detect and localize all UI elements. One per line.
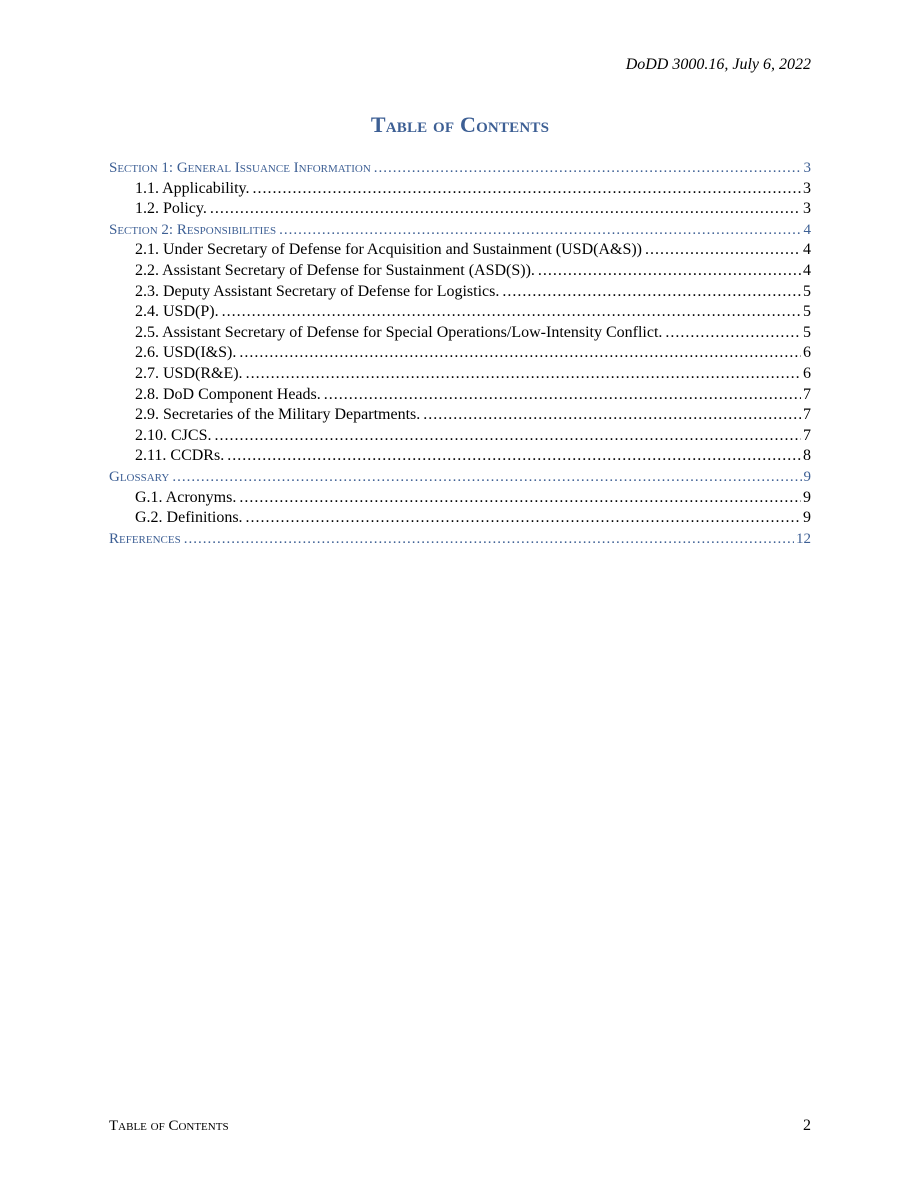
toc-entry-references[interactable]: [109, 529, 811, 550]
dot-leader: [222, 302, 801, 322]
toc-entry-page: 12: [796, 530, 811, 547]
dot-leader: [214, 426, 801, 446]
toc-entry-2-1[interactable]: [109, 240, 811, 261]
toc-entry-text: 1.1. Applicability.: [135, 179, 250, 197]
dot-leader: [210, 199, 801, 219]
toc-entry-text: G.2. Definitions.: [135, 509, 243, 527]
toc-entry-text: 2.3. Deputy Assistant Secretary of Defense for Logistics.: [135, 282, 500, 300]
dot-leader: [279, 220, 801, 240]
toc-entry-text: 2.6. USD(I&S).: [135, 344, 237, 362]
dot-leader: [239, 488, 801, 508]
toc-entry-2-4[interactable]: [109, 302, 811, 323]
dot-leader: [502, 282, 801, 302]
toc-entry-page: 9: [803, 488, 811, 506]
toc-entry-1-1[interactable]: [109, 179, 811, 200]
toc-entry-2-8[interactable]: [109, 385, 811, 406]
toc-entry-2-2[interactable]: [109, 261, 811, 282]
toc-entry-page: 3: [803, 179, 811, 197]
toc-entry-text: References: [109, 530, 181, 547]
footer-section-label: Table of Contents: [109, 1118, 229, 1134]
toc-entry-page: 6: [803, 344, 811, 362]
table-of-contents: [109, 158, 811, 549]
toc-title: Table of Contents: [370, 112, 550, 137]
toc-entry-g-1[interactable]: [109, 488, 811, 509]
toc-entry-text: 2.11. CCDRs.: [135, 447, 225, 465]
toc-entry-g-2[interactable]: [109, 508, 811, 529]
toc-entry-page: 5: [803, 282, 811, 300]
toc-entry-2-3[interactable]: [109, 282, 811, 303]
toc-entry-2-10[interactable]: [109, 426, 811, 447]
dot-leader: [253, 179, 801, 199]
toc-entry-section-2[interactable]: [109, 220, 811, 241]
dot-leader: [665, 323, 801, 343]
toc-entry-text: 1.2. Policy.: [135, 200, 207, 218]
toc-entry-2-9[interactable]: [109, 405, 811, 426]
toc-entry-2-6[interactable]: [109, 343, 811, 364]
dot-leader: [246, 508, 801, 528]
toc-entry-glossary[interactable]: [109, 467, 811, 488]
toc-entry-page: 4: [803, 241, 811, 259]
toc-entry-text: 2.8. DoD Component Heads.: [135, 385, 321, 403]
toc-entry-text: 2.1. Under Secretary of Defense for Acquisition and Sustainment (USD(A&S)): [135, 241, 642, 259]
dot-leader: [246, 364, 801, 384]
toc-entry-page: 3: [803, 160, 811, 176]
toc-entry-text: 2.7. USD(R&E).: [135, 364, 243, 382]
toc-entry-text: 2.10. CJCS.: [135, 426, 212, 444]
toc-entry-text: Glossary: [109, 468, 170, 485]
toc-entry-2-11[interactable]: [109, 446, 811, 467]
toc-entry-page: 7: [803, 406, 811, 424]
toc-entry-1-2[interactable]: [109, 199, 811, 220]
dot-leader: [227, 446, 801, 466]
toc-entry-page: 5: [803, 303, 811, 321]
toc-entry-page: 3: [803, 200, 811, 218]
dot-leader: [324, 385, 801, 405]
toc-entry-2-5[interactable]: [109, 323, 811, 344]
dot-leader: [374, 158, 802, 178]
toc-entry-page: 6: [803, 364, 811, 382]
toc-entry-page: 4: [803, 261, 811, 279]
toc-entry-page: 5: [803, 323, 811, 341]
dot-leader: [645, 240, 801, 260]
document-reference: DoDD 3000.16, July 6, 2022: [625, 56, 811, 73]
toc-entry-page: 9: [803, 468, 811, 485]
toc-entry-text: G.1. Acronyms.: [135, 488, 237, 506]
toc-entry-page: 7: [803, 426, 811, 444]
dot-leader: [423, 405, 801, 425]
toc-entry-text: 2.2. Assistant Secretary of Defense for Sustainment (ASD(S)).: [135, 261, 535, 279]
toc-entry-2-7[interactable]: [109, 364, 811, 385]
toc-entry-page: 7: [803, 385, 811, 403]
toc-entry-text: 2.4. USD(P).: [135, 303, 219, 321]
toc-entry-section-1[interactable]: [109, 158, 811, 179]
dot-leader: [538, 261, 801, 281]
toc-entry-text: Section 2: Responsibilities: [109, 221, 277, 238]
toc-entry-text: 2.5. Assistant Secretary of Defense for Special Operations/Low-Intensity Conflict.: [135, 323, 663, 341]
toc-entry-page: 8: [803, 447, 811, 465]
dot-leader: [172, 467, 801, 487]
toc-entry-page: 9: [803, 509, 811, 527]
dot-leader: [184, 529, 794, 549]
toc-entry-text: Section 1: General Issuance Information: [109, 160, 371, 176]
footer-page-number: 2: [803, 1117, 811, 1134]
dot-leader: [239, 343, 801, 363]
toc-entry-page: 4: [803, 221, 811, 238]
toc-entry-text: 2.9. Secretaries of the Military Departments.: [135, 406, 421, 424]
